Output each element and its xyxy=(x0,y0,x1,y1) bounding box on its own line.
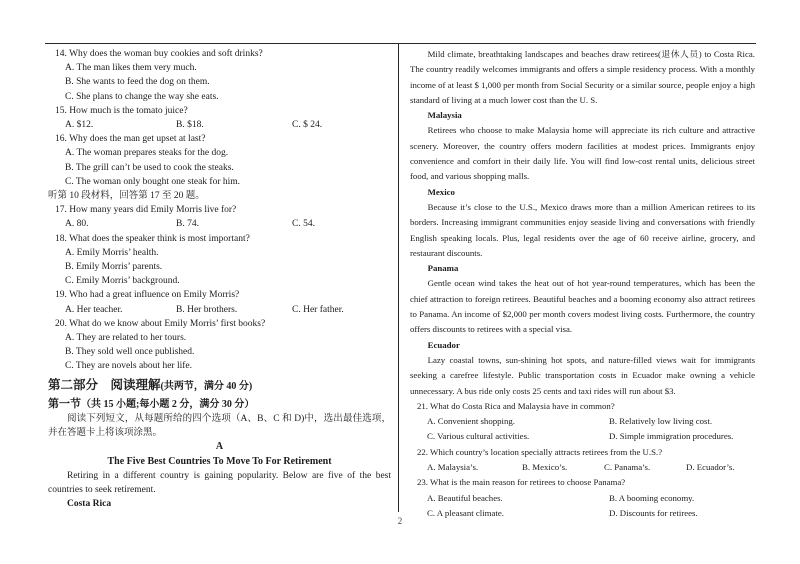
paragraph: Lazy coastal towns, sun-shining hot spots, and nature-filled views wait for immigrants seeking a carefree lifestyle. Public transportation costs in Ecuador make owning a vehicle unnecessary. A bus ride only costs 25 cents and taxi rides will run about $3. xyxy=(410,354,755,396)
paragraph: Retirees who choose to make Malaysia home will appreciate its rich culture and attractive scenery. Moreover, the country offers modern facilities at modest prices. Immigrants enjoy convenience and comfort in their daily life. You will find low-cost rental units, delicious street food, and various shopping malls. xyxy=(410,125,755,182)
paragraph: Retiring in a different country is gaining popularity. Below are five of the best countries to seek retirement. xyxy=(48,470,391,496)
bold-label: Ecuador xyxy=(427,339,460,350)
question-line: 21. What do Costa Rica and Malaysia have in common? xyxy=(417,400,615,411)
page-number: 2 xyxy=(397,516,403,526)
option-line: A. Emily Morris’ health. xyxy=(65,247,159,258)
option-cell: C. A pleasant climate. xyxy=(427,507,504,518)
option-line: A. They are related to her tours. xyxy=(65,333,187,344)
option-cell: C. Various cultural activities. xyxy=(427,431,530,442)
option-cell: A. Malaysia’s. xyxy=(427,462,479,473)
top-rule xyxy=(45,43,756,44)
option-cell: C. $ 24. xyxy=(292,120,323,131)
option-cell: C. Her father. xyxy=(292,304,344,315)
option-cell: A. 80. xyxy=(65,219,89,230)
listening-instruction-line: 听第 10 段材料，回答第 17 至 20 题。 xyxy=(48,191,205,202)
passage-letter: A xyxy=(215,441,224,453)
option-cell: C. 54. xyxy=(292,219,315,230)
option-cell: A. $12. xyxy=(65,120,94,131)
option-line: A. The man likes them very much. xyxy=(65,63,197,74)
question-line: 22. Which country’s location specially attracts retirees from the U.S.? xyxy=(417,446,663,457)
option-cell: B. Relatively low living cost. xyxy=(609,416,713,427)
option-line: A. The woman prepares steaks for the dog. xyxy=(65,148,229,159)
option-cell: A. Convenient shopping. xyxy=(427,416,515,427)
question-line: 20. What do we know about Emily Morris’ first books? xyxy=(55,318,266,329)
bold-label: Mexico xyxy=(427,186,455,197)
heading-bold-text: 第一节 xyxy=(48,397,81,410)
option-cell: A. Her teacher. xyxy=(65,304,123,315)
option-row xyxy=(410,460,755,475)
option-cell: D. Discounts for retirees. xyxy=(609,507,698,518)
option-row xyxy=(48,303,391,317)
option-cell: A. Beautiful beaches. xyxy=(427,492,503,503)
heading-detail-text: （共 15 小题;每小题 2 分，满分 30 分） xyxy=(81,398,255,410)
passage-title: The Five Best Countries To Move To For Retirement xyxy=(107,455,332,467)
paragraph: 阅读下列短文，从每题所给的四个选项（A、B、C 和 D)中，选出最佳选项，并在答题卡上将该项涂黑。 xyxy=(48,414,391,439)
option-row xyxy=(410,491,755,506)
column-divider xyxy=(398,44,399,512)
bold-label: Costa Rica xyxy=(67,499,112,510)
heading-detail-text: (共两节，满分 40 分) xyxy=(160,380,253,392)
heading-bold-text: 第二部分 阅读理解 xyxy=(48,377,161,392)
paragraph: Gentle ocean wind takes the heat out of hot year-round temperatures, which has been the chief attraction to foreign retirees. Beautiful beaches and a booming economy also attract retirees to Panama. An income of $2,000 per month covers modest living costs. Furthermore, the country offers discounts to retirees with a special visa. xyxy=(410,278,755,335)
option-cell: D. Ecuador’s. xyxy=(686,462,735,473)
question-line: 19. Who had a great influence on Emily Morris? xyxy=(55,290,240,301)
paragraph: Mild climate, breathtaking landscapes and beaches draw retirees(退休人员) to Costa Rica. The country readily welcomes immigrants and offers a simple residency process. With a monthly income of at least $ 1,000 per month from Social Security or a similar source, people enjoy a high standard of living at a much lower cost than the U. S. xyxy=(410,49,755,105)
option-line: B. Emily Morris’ parents. xyxy=(65,262,163,273)
option-line: C. The woman only bought one steak for him. xyxy=(65,176,241,187)
option-line: B. They sold well once published. xyxy=(65,347,195,358)
question-line: 18. What does the speaker think is most important? xyxy=(55,233,250,244)
option-cell: C. Panama’s. xyxy=(604,462,651,473)
option-line: C. Emily Morris’ background. xyxy=(65,276,180,287)
right-column xyxy=(410,47,755,521)
left-column xyxy=(48,47,391,512)
option-cell: B. A booming economy. xyxy=(609,492,695,503)
question-line: 14. Why does the woman buy cookies and soft drinks? xyxy=(55,49,263,59)
option-line: B. She wants to feed the dog on them. xyxy=(65,77,210,88)
bold-label: Panama xyxy=(427,263,459,274)
question-line: 23. What is the main reason for retirees to choose Panama? xyxy=(417,477,626,488)
option-cell: B. $18. xyxy=(176,120,204,131)
option-row xyxy=(410,414,755,429)
option-row xyxy=(410,429,755,444)
paragraph: Because it’s close to the U.S., Mexico draws more than a million American retirees to its borders. Increasing immigrant communities enjoy seaside living and conversations with friendly English speaking locals. Plus, legal residents over the age of 60 receive airline, grocery, and restaurant discounts. xyxy=(410,201,755,258)
question-line: 17. How many years did Emily Morris live for? xyxy=(55,205,237,216)
option-row xyxy=(48,217,391,231)
option-line: B. The grill can’t be used to cook the steaks. xyxy=(65,162,234,173)
question-line: 16. Why does the man get upset at last? xyxy=(55,134,206,145)
option-cell: D. Simple immigration procedures. xyxy=(609,431,734,442)
option-line: C. She plans to change the way she eats. xyxy=(65,91,219,102)
option-cell: B. Mexico’s. xyxy=(522,462,568,473)
option-cell: B. 74. xyxy=(176,219,199,230)
bold-label: Malaysia xyxy=(427,110,462,121)
option-row xyxy=(48,118,391,132)
option-cell: B. Her brothers. xyxy=(176,304,238,315)
subsection-heading xyxy=(48,397,391,412)
section-heading xyxy=(48,378,391,394)
option-line: C. They are novels about her life. xyxy=(65,361,192,372)
question-line: 15. How much is the tomato juice? xyxy=(55,105,188,116)
